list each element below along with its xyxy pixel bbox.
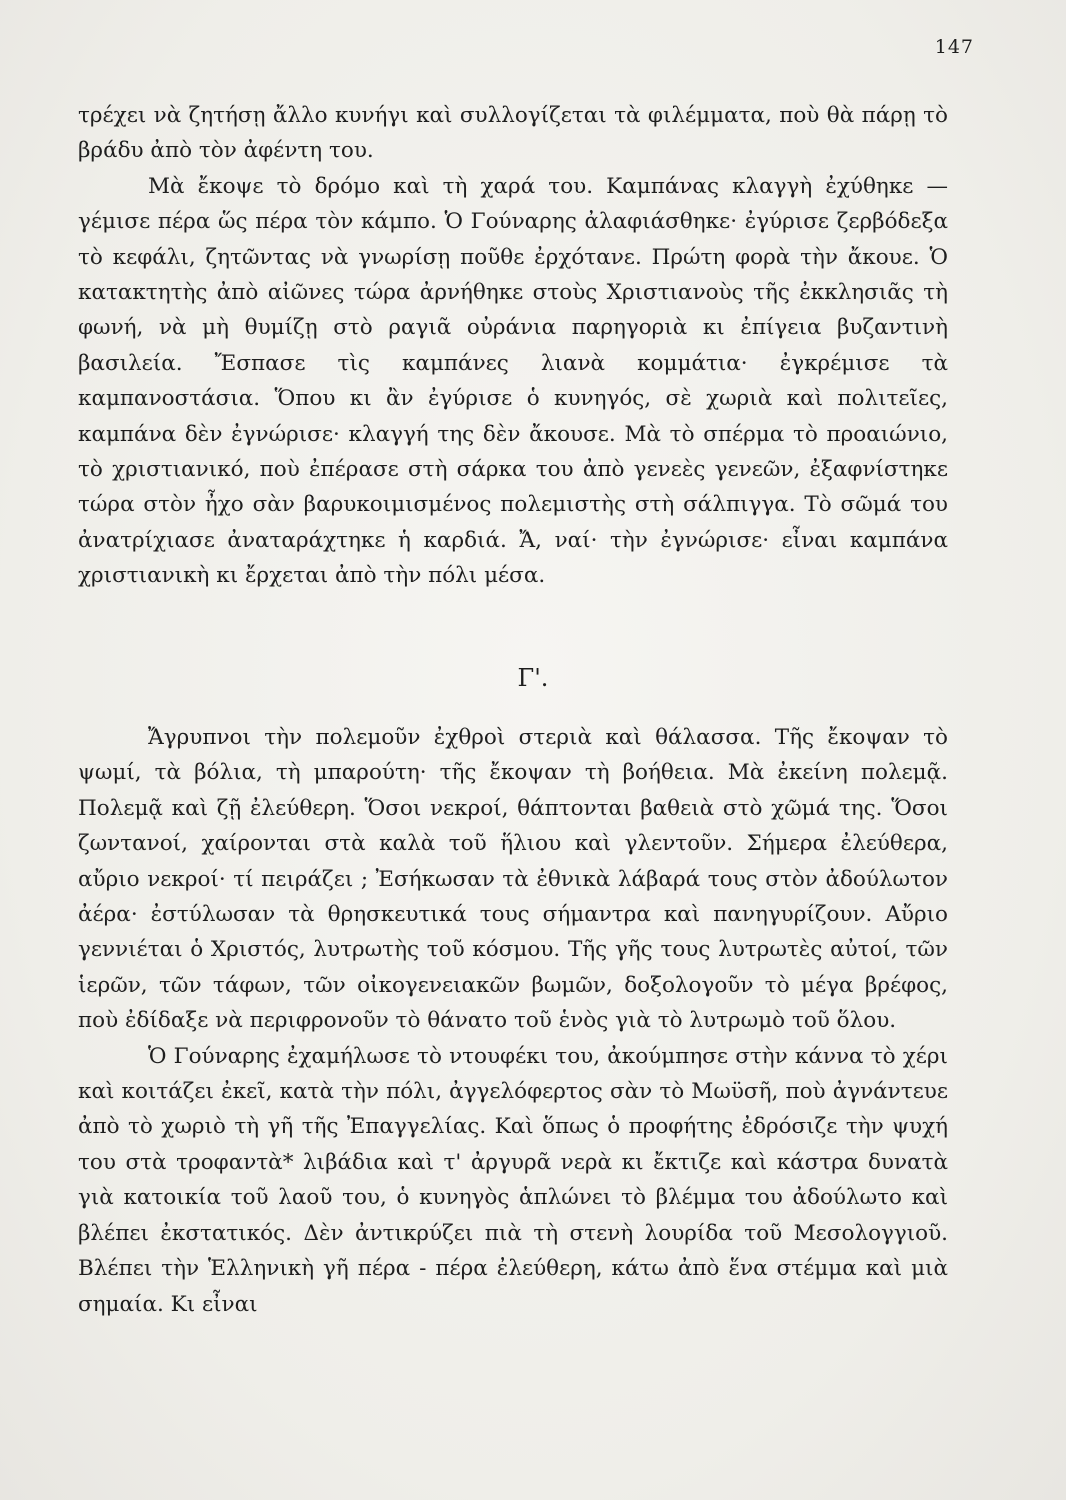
section-two-text <box>78 720 948 1322</box>
paragraph-sleepless: Ἄγρυπνοι τὴν πολεμοῦν ἐχθροὶ στεριὰ καὶ θάλασσα. Τῆς ἔκοψαν τὸ ψωμί, τὰ βόλια, τὴ μπαρούτη· τῆς ἔκοψαν τὴ βοήθεια. Μὰ ἐκείνη πολεμᾷ. Πολεμᾷ καὶ ζῇ ἐλεύθερη. Ὅσοι νεκροί, θάπτονται βαθειὰ στὸ χῶμά της. Ὅσοι ζωντανοί, χαίρονται στὰ καλὰ τοῦ ἥλιου καὶ γλεντοῦν. Σήμερα ἐλεύθερα, αὔριο νεκροί· τί πειράζει ; Ἐσήκωσαν τὰ ἐθνικὰ λάβαρά τους στὸν ἀδούλωτον ἀέρα· ἐστύλωσαν τὰ θρησκευτικά τους σήμαντρα καὶ πανηγυρίζουν. Αὔριο γεννιέται ὁ Χριστός, λυτρωτὴς τοῦ κόσμου. Τῆς γῆς τους λυτρωτὲς αὐτοί, τῶν ἱερῶν, τῶν τάφων, τῶν οἰκογενειακῶν βωμῶν, δοξολογοῦν τὸ μέγα βρέφος, ποὺ ἐδίδαξε νὰ περιφρονοῦν τὸ θάνατο τοῦ ἑνὸς γιὰ τὸ λυτρωμὸ τοῦ ὅλου. <box>78 725 948 1034</box>
page-number: 147 <box>934 36 974 58</box>
section-heading: Γ'. <box>517 664 549 692</box>
paragraph-gounaris: Ὁ Γούναρης ἐχαμήλωσε τὸ ντουφέκι του, ἀκούμπησε στὴν κάννα τὸ χέρι καὶ κοιτάζει ἐκεῖ, κατὰ τὴν πόλι, ἀγγελόφερτος σὰν τὸ Μωϋσῆ, ποὺ ἀγνάντευε ἀπὸ τὸ χωριὸ τὴ γῆ τῆς Ἐπαγγελίας. Καὶ ὅπως ὁ προφήτης ἐδρόσιζε τὴν ψυχή του στὰ τροφαντὰ* λιβάδια καὶ τ' ἀργυρᾶ νερὰ κι ἔκτιζε καὶ κάστρα δυνατὰ γιὰ κατοικία τοῦ λαοῦ του, ὁ κυνηγὸς ἁπλώνει τὸ βλέμμα του ἀδούλωτο καὶ βλέπει ἐκστατικός. Δὲν ἀντικρύζει πιὰ τὴ στενὴ λουρίδα τοῦ Μεσολογγιοῦ. Βλέπει τὴν Ἑλληνικὴ γῆ πέρα - πέρα ἐλεύθερη, κάτω ἀπὸ ἕνα στέμμα καὶ μιὰ σημαία. Κι εἶναι <box>78 1043 948 1317</box>
section-one-text <box>78 98 948 594</box>
paragraph-bell: Μὰ ἔκοψε τὸ δρόμο καὶ τὴ χαρά του. Καμπάνας κλαγγὴ ἐχύθηκε — γέμισε πέρα ὥς πέρα τὸν κάμπο. Ὁ Γούναρης ἀλαφιάσθηκε· ἐγύρισε ζερβόδεξα τὸ κεφάλι, ζητῶντας νὰ γνωρίσῃ ποῦθε ἐρχότανε. Πρώτη φορὰ τὴν ἄκουε. Ὁ κατακτητὴς ἀπὸ αἰῶνες τώρα ἀρνήθηκε στοὺς Χριστιανοὺς τῆς ἐκκλησιᾶς τὴ φωνή, νὰ μὴ θυμίζῃ στὸ ραγιᾶ οὐράνια παρηγοριὰ κι ἐπίγεια βυζαντινὴ βασιλεία. Ἔσπασε τὶς καμπάνες λιανὰ κομμάτια· ἐγκρέμισε τὰ καμπανοστάσια. Ὅπου κι ἂν ἐγύρισε ὁ κυνηγός, σὲ χωριὰ καὶ πολιτεῖες, καμπάνα δὲν ἐγνώρισε· κλαγγή της δὲν ἄκουσε. Μὰ τὸ σπέρμα τὸ προαιώνιο, τὸ χριστιανικό, ποὺ ἐπέρασε στὴ σάρκα του ἀπὸ γενεὲς γενεῶν, ἐξαφνίστηκε τώρα στὸν ἦχο σὰν βαρυκοιμισμένος πολεμιστὴς στὴ σάλπιγγα. Τὸ σῶμά του ἀνατρίχιασε ἀναταράχτηκε ἡ καρδιά. Ἄ, ναί· τὴν ἐγνώρισε· εἶναι καμπάνα χριστιανικὴ κι ἔρχεται ἀπὸ τὴν πόλι μέσα. <box>78 173 948 589</box>
paragraph-continued: τρέχει νὰ ζητήσῃ ἄλλο κυνήγι καὶ συλλογίζεται τὰ φιλέμματα, ποὺ θὰ πάρῃ τὸ βράδυ ἀπὸ τὸν ἀφέντη του. <box>78 103 948 164</box>
